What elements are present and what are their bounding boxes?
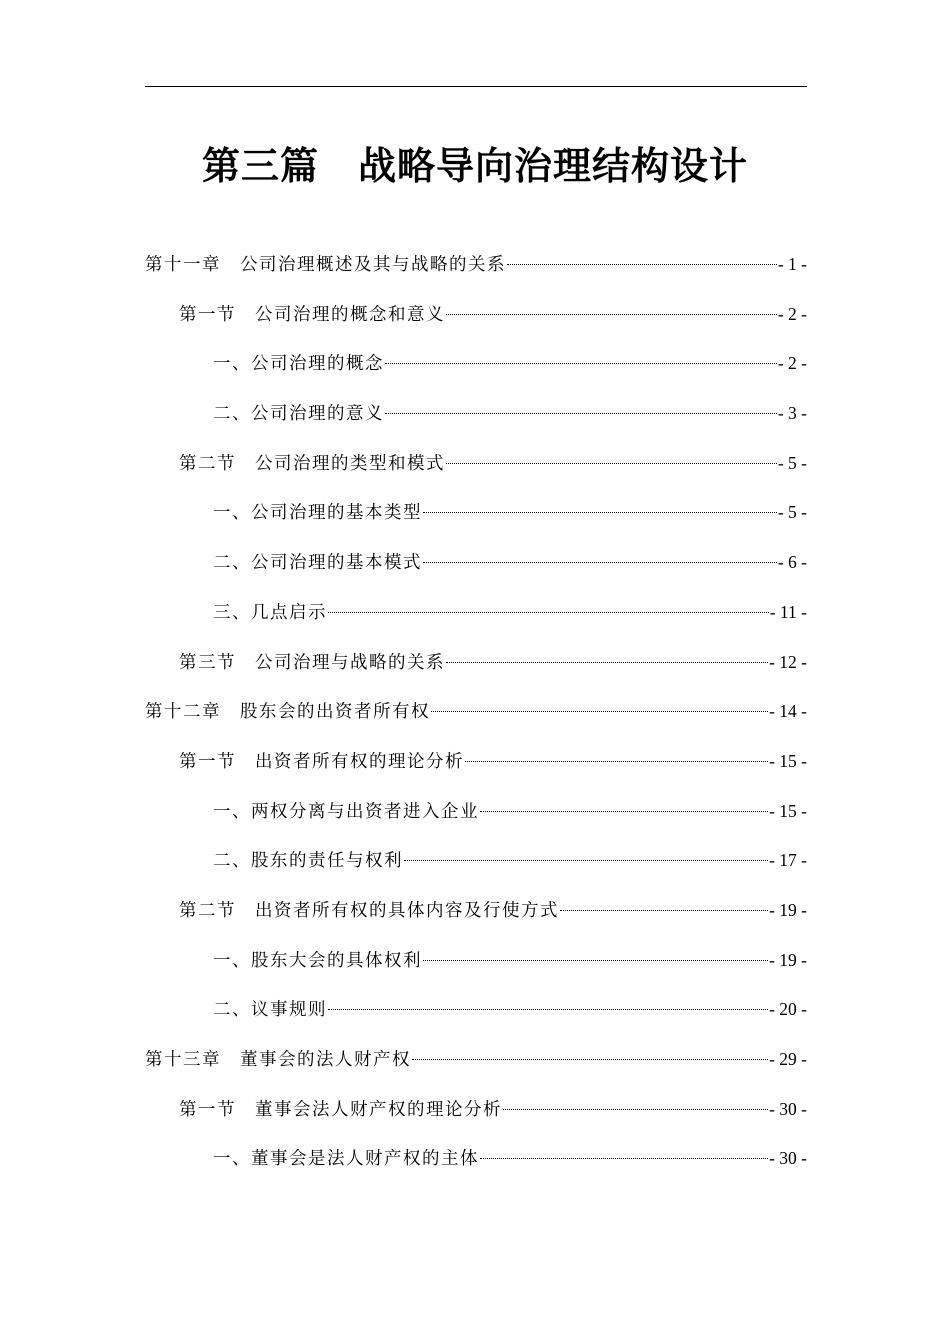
toc-entry-text: 三、几点启示 <box>213 602 327 623</box>
toc-entry-text: 一、公司治理的基本类型 <box>213 503 422 524</box>
toc-leader-dots <box>480 811 768 812</box>
toc-leader-dots <box>385 363 777 364</box>
toc-entry-text: 第十一章 公司治理概述及其与战略的关系 <box>145 255 506 275</box>
toc-page-number: - 12 - <box>769 651 807 672</box>
toc-page-number: - 11 - <box>769 601 807 622</box>
toc-entry-section[interactable] <box>145 1085 807 1135</box>
toc-entry-text: 第一节 出资者所有权的理论分析 <box>179 751 464 772</box>
toc-leader-dots <box>412 1059 768 1060</box>
toc-entry-text: 一、董事会是法人财产权的主体 <box>213 1149 479 1170</box>
toc-leader-dots <box>480 1158 768 1159</box>
toc-entry-subsection[interactable] <box>145 836 807 886</box>
toc-leader-dots <box>560 910 768 911</box>
toc-entry-subsection[interactable] <box>145 538 807 588</box>
toc-entry-chapter[interactable] <box>145 687 807 737</box>
toc-entry-subsection[interactable] <box>145 389 807 439</box>
toc-entry-text: 二、公司治理的意义 <box>213 404 384 425</box>
toc-page-number: - 19 - <box>769 949 807 970</box>
toc-entry-text: 第一节 公司治理的概念和意义 <box>179 304 445 325</box>
toc-entry-subsection[interactable] <box>145 1134 807 1184</box>
document-title: 第三篇 战略导向治理结构设计 <box>201 144 748 188</box>
toc-entry-text: 二、议事规则 <box>213 1000 327 1021</box>
toc-page-number: - 17 - <box>769 850 807 871</box>
toc-page-number: - 1 - <box>777 254 807 274</box>
toc-page-number: - 6 - <box>777 552 807 573</box>
toc-page-number: - 3 - <box>777 403 807 424</box>
toc-page-number: - 5 - <box>777 502 807 523</box>
toc-entry-chapter[interactable] <box>145 240 807 290</box>
toc-entry-subsection[interactable] <box>145 488 807 538</box>
toc-page-number: - 29 - <box>769 1049 807 1069</box>
toc-leader-dots <box>507 264 777 265</box>
header-rule <box>145 86 807 87</box>
toc-leader-dots <box>503 1109 768 1110</box>
toc-entry-text: 第二节 出资者所有权的具体内容及行使方式 <box>179 900 559 921</box>
toc-page-number: - 14 - <box>769 701 807 722</box>
toc-leader-dots <box>423 562 777 563</box>
toc-entry-text: 二、股东的责任与权利 <box>213 851 403 872</box>
toc-entry-chapter[interactable] <box>145 1035 807 1085</box>
toc-entry-subsection[interactable] <box>145 936 807 986</box>
toc-entry-text: 一、公司治理的概念 <box>213 354 384 375</box>
toc-entry-text: 第十二章 股东会的出资者所有权 <box>145 702 430 723</box>
toc-entry-section[interactable] <box>145 638 807 688</box>
toc-entry-text: 二、公司治理的基本模式 <box>213 553 422 574</box>
toc-page-number: - 5 - <box>777 452 807 473</box>
toc-entry-subsection[interactable] <box>145 985 807 1035</box>
toc-entry-subsection[interactable] <box>145 588 807 638</box>
toc-page-number: - 15 - <box>769 750 807 771</box>
toc-leader-dots <box>404 860 768 861</box>
toc-leader-dots <box>446 463 777 464</box>
toc-leader-dots <box>328 1009 768 1010</box>
toc-leader-dots <box>385 413 777 414</box>
toc-leader-dots <box>431 711 768 712</box>
toc-page-number: - 2 - <box>777 353 807 374</box>
table-of-contents <box>145 240 807 1184</box>
toc-entry-text: 第十三章 董事会的法人财产权 <box>145 1050 411 1070</box>
toc-leader-dots <box>423 512 777 513</box>
toc-page-number: - 30 - <box>769 1098 807 1119</box>
toc-leader-dots <box>423 960 768 961</box>
toc-page-number: - 20 - <box>769 999 807 1020</box>
toc-entry-text: 第三节 公司治理与战略的关系 <box>179 652 445 673</box>
toc-leader-dots <box>465 761 768 762</box>
toc-entry-text: 一、两权分离与出资者进入企业 <box>213 801 479 822</box>
toc-entry-subsection[interactable] <box>145 787 807 837</box>
toc-leader-dots <box>328 612 769 613</box>
toc-entry-text: 第一节 董事会法人财产权的理论分析 <box>179 1099 502 1120</box>
toc-entry-text: 一、股东大会的具体权利 <box>213 950 422 971</box>
toc-entry-section[interactable] <box>145 290 807 340</box>
toc-entry-section[interactable] <box>145 737 807 787</box>
toc-entry-text: 第二节 公司治理的类型和模式 <box>179 453 445 474</box>
toc-leader-dots <box>446 662 768 663</box>
toc-entry-section[interactable] <box>145 886 807 936</box>
toc-entry-subsection[interactable] <box>145 339 807 389</box>
toc-leader-dots <box>446 314 777 315</box>
toc-entry-section[interactable] <box>145 439 807 489</box>
toc-page-number: - 2 - <box>777 303 807 324</box>
toc-page-number: - 19 - <box>769 899 807 920</box>
toc-page-number: - 15 - <box>769 800 807 821</box>
toc-page-number: - 30 - <box>769 1148 807 1169</box>
